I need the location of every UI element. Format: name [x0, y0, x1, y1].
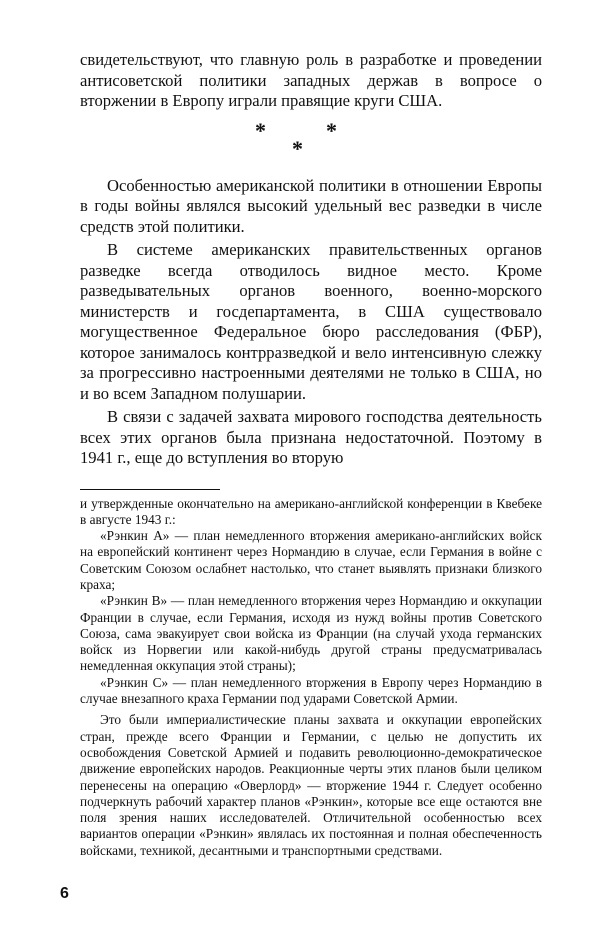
- footnote-intro: и утвержденные окончательно на американо-английской конференции в Квебеке в августе 1943 г.:: [80, 495, 542, 527]
- footnote-rankin-a: «Рэнкин А» — план немедленного вторжения американо-английских войск на европейский континент через Нормандию в случае, если Германия в войне с Советским Союзом ослабнет настолько, что станет выявлять признаки близкого краха;: [80, 528, 542, 592]
- page-body: [80, 50, 542, 859]
- page-number: 6: [60, 885, 69, 902]
- paragraph-2: Особенностью американской политики в отношении Европы в годы войны являлся высокий удельный вес разведки в числе средств этой политики.: [80, 175, 542, 236]
- paragraph-1: свидетельствуют, что главную роль в разработке и проведении антисоветской политики западных держав в вопросе о вторжении в Европу играли правящие круги США.: [80, 50, 542, 110]
- footnote-rule: [80, 489, 220, 490]
- paragraph-4: В связи с задачей захвата мирового господства деятельность всех этих органов была признана недостаточной. Поэтому в 1941 г., еще до вступления во вторую: [80, 407, 542, 467]
- asterisk-3: *: [292, 135, 303, 161]
- footnote-rankin-c: «Рэнкин С» — план немедленного вторжения в Европу через Нормандию в случае внезапного краха Германии под ударами Советской Армии.: [80, 674, 542, 707]
- asterisk-1: *: [255, 117, 266, 143]
- footnote-block: [80, 496, 542, 860]
- footnote-conclusion: Это были империалистические планы захвата и оккупации европейских стран, прежде всего Франции и Германии, с целью не допустить их освобождения Советской Армией и подавить революционно-демократическое движение европейских народов. Реакционные черты этих планов были целиком перенесены на операцию «Оверлорд» — вторжение 1944 г. Следует особенно подчеркнуть рабочий характер планов «Рэнкин», которые все еще остаются вне поля зрения наших исследователей. Отличительной особенностью всех вариантов операции «Рэнкин» являлась их постоянная и полная обеспеченность войсками, техникой, десантными и транспортными средствами.: [80, 712, 542, 858]
- paragraph-3: В системе американских правительственных органов разведке всегда отводилось видное место. Кроме разведывательных органов военного, военно-морского министерств и госдепартамента, в США существовало могущественное Федеральное бюро расследования (ФБР), которое занималось контрразведкой и вело интенсивную слежку за прогрессивно настроенными деятелями не только в США, но и во всем Западном полушарии.: [80, 240, 542, 403]
- asterisk-2: *: [326, 117, 337, 143]
- footnote-rankin-b: «Рэнкин В» — план немедленного вторжения через Нормандию и оккупации Франции в случае, если Германия, исходя из нужд войны против Советского Союза, сама эвакуирует свои войска из Франции (на случай ухода германских войск из Норвегии или какой-нибудь другой страны предусматривалась немедленная оккупация этой страны);: [80, 593, 542, 674]
- section-break-asterism: [80, 116, 542, 162]
- main-text: [80, 50, 542, 469]
